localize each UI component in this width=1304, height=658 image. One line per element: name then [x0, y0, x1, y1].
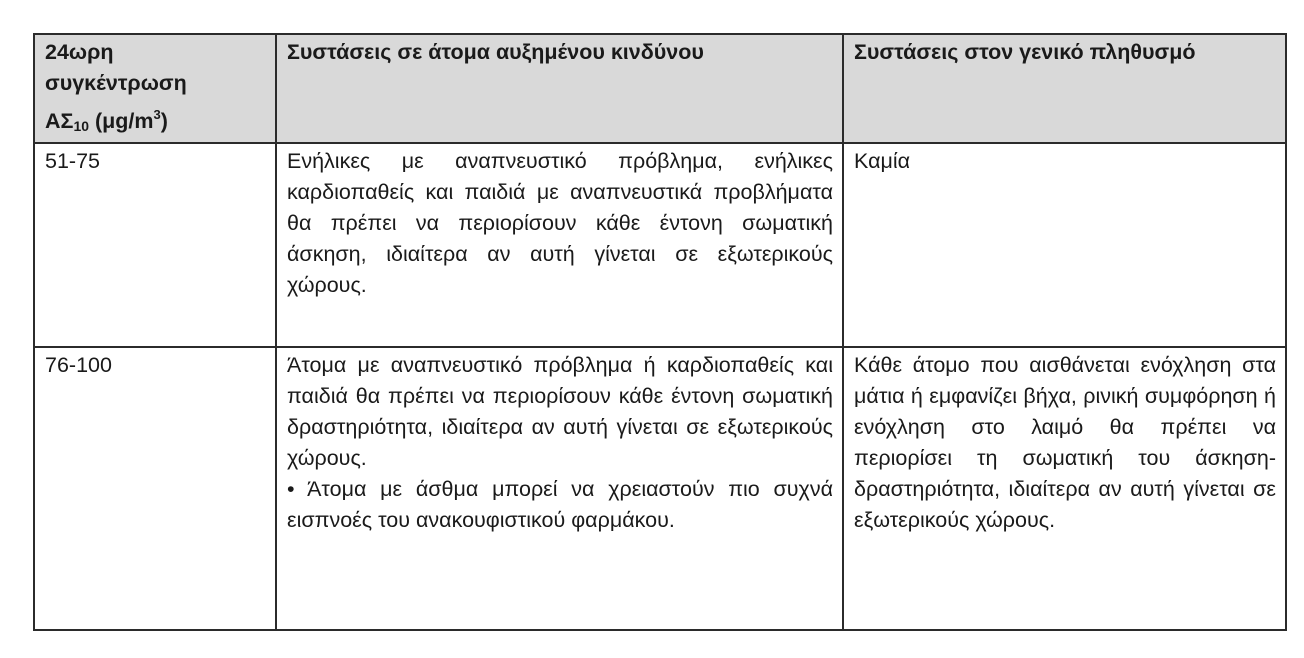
table-header-row: [34, 34, 1286, 143]
cell-general: Καμία: [843, 143, 1286, 347]
cell-general: Κάθε άτομο που αισθάνεται ενόχληση στα μάτια ή εμφανίζει βήχα, ρινική συμφόρηση ή ενόχληση στο λαιμό θα πρέπει να περιορίσει τη σωματική του άσκηση- δραστηριότητα, ιδιαίτερα αν αυτή γίνεται σε εξωτερικούς χώρους.: [843, 347, 1286, 630]
cell-range: 76-100: [34, 347, 276, 630]
header-pm-label: ΑΣ: [45, 109, 74, 133]
header-general-population: Συστάσεις στον γενικό πληθυσμό: [843, 34, 1286, 143]
risk-groups-bullet: • Άτομα με άσθμα μπορεί να χρειαστούν πιο συχνά εισπνοές του ανακουφιστικού φαρμάκου.: [287, 477, 833, 532]
recommendations-table: [33, 33, 1287, 631]
header-unit-superscript: 3: [153, 107, 161, 122]
header-concentration: [34, 34, 276, 143]
cell-range: 51-75: [34, 143, 276, 347]
header-pm-subscript: 10: [73, 118, 90, 134]
risk-groups-text: Άτομα με αναπνευστικό πρόβλημα ή καρδιοπαθείς και παιδιά θα πρέπει να περιορίσουν κάθε έντονη σωματική δραστηριότητα, ιδιαίτερα αν αυτή γίνεται σε εξωτερικούς χώρους.: [287, 353, 833, 470]
table-row: [34, 347, 1286, 630]
cell-risk-groups: [276, 347, 843, 630]
header-unit-close: ): [160, 109, 168, 133]
table-row: [34, 143, 1286, 347]
cell-risk-groups: Ενήλικες με αναπνευστικό πρόβλημα, ενήλικες καρδιοπαθείς και παιδιά με αναπνευστικά προβλήματα θα πρέπει να περιορίσουν κάθε έντονη σωματική άσκηση, ιδιαίτερα αν αυτή γίνεται σε εξωτερικούς χώρους.: [276, 143, 843, 347]
header-concentration-line2: συγκέντρωση: [45, 71, 187, 95]
header-unit-open: (μg/m: [89, 109, 154, 133]
header-concentration-line1: 24ωρη: [45, 40, 114, 64]
header-risk-groups: Συστάσεις σε άτομα αυξημένου κινδύνου: [276, 34, 843, 143]
